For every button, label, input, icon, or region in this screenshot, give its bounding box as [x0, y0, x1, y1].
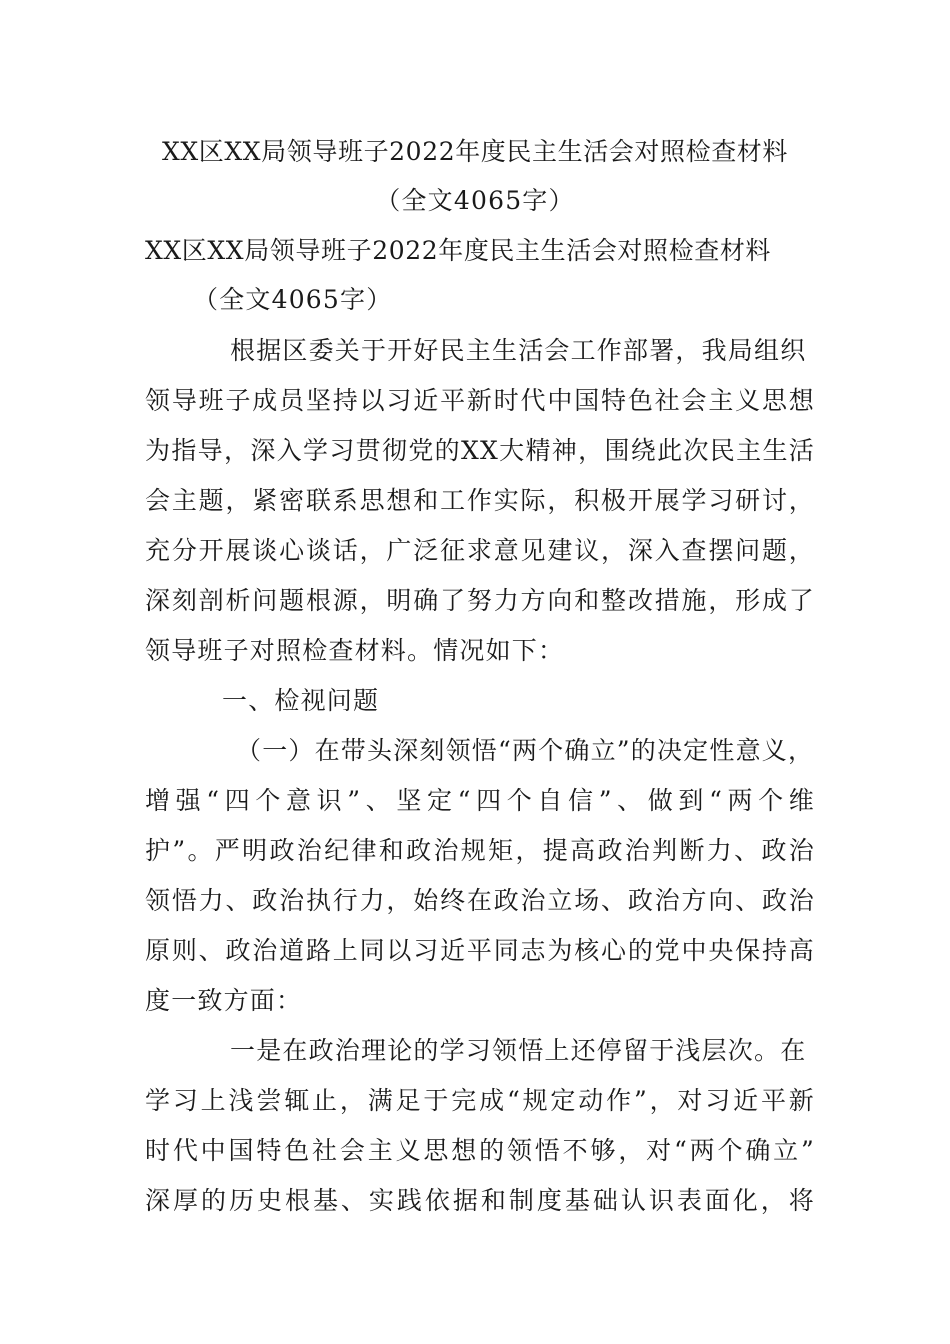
- paragraph-line: 学习上浅尝辄止，满足于完成“规定动作”，对习近平新: [145, 1086, 815, 1115]
- paragraph-line: 充分开展谈心谈话，广泛征求意见建议，深入查摆问题，: [145, 536, 815, 565]
- paragraph-line: 领导班子成员坚持以习近平新时代中国特色社会主义思想: [145, 386, 815, 415]
- paragraph-line: 时代中国特色社会主义思想的领悟不够，对“两个确立”: [145, 1136, 815, 1165]
- paragraph-line: 原则、政治道路上同以习近平同志为核心的党中央保持高: [145, 936, 815, 965]
- paragraph-line: 深刻剖析问题根源，明确了努力方向和整改措施，形成了: [145, 586, 815, 615]
- paragraph-line: 一是在政治理论的学习领悟上还停留于浅层次。在: [230, 1036, 807, 1065]
- paragraph-line: 增强“四个意识”、坚定“四个自信”、做到“两个维: [145, 786, 815, 815]
- paragraph-line: 领悟力、政治执行力，始终在政治立场、政治方向、政治: [145, 886, 815, 915]
- paragraph-line: 护”。严明政治纪律和政治规矩，提高政治判断力、政治: [145, 836, 815, 865]
- repeated-title: XX区XX局领导班子2022年度民主生活会对照检查材料: [145, 236, 772, 265]
- section-heading: 一、检视问题: [222, 686, 380, 715]
- paragraph-line: 度一致方面：: [145, 986, 303, 1015]
- paragraph-line: 会主题，紧密联系思想和工作实际，积极开展学习研讨，: [145, 486, 815, 515]
- paragraph-line: 为指导，深入学习贯彻党的XX大精神，围绕此次民主生活: [145, 436, 815, 465]
- repeated-subtitle: （全文4065字）: [193, 285, 393, 314]
- document-subtitle: （全文4065字）: [375, 186, 575, 215]
- paragraph-line: 领导班子对照检查材料。情况如下：: [145, 636, 565, 665]
- document-title: XX区XX局领导班子2022年度民主生活会对照检查材料: [161, 137, 789, 166]
- paragraph-line: 根据区委关于开好民主生活会工作部署，我局组织: [230, 336, 807, 365]
- paragraph-line: （一）在带头深刻领悟“两个确立”的决定性意义，: [236, 736, 815, 765]
- paragraph-line: 深厚的历史根基、实践依据和制度基础认识表面化，将: [145, 1186, 815, 1215]
